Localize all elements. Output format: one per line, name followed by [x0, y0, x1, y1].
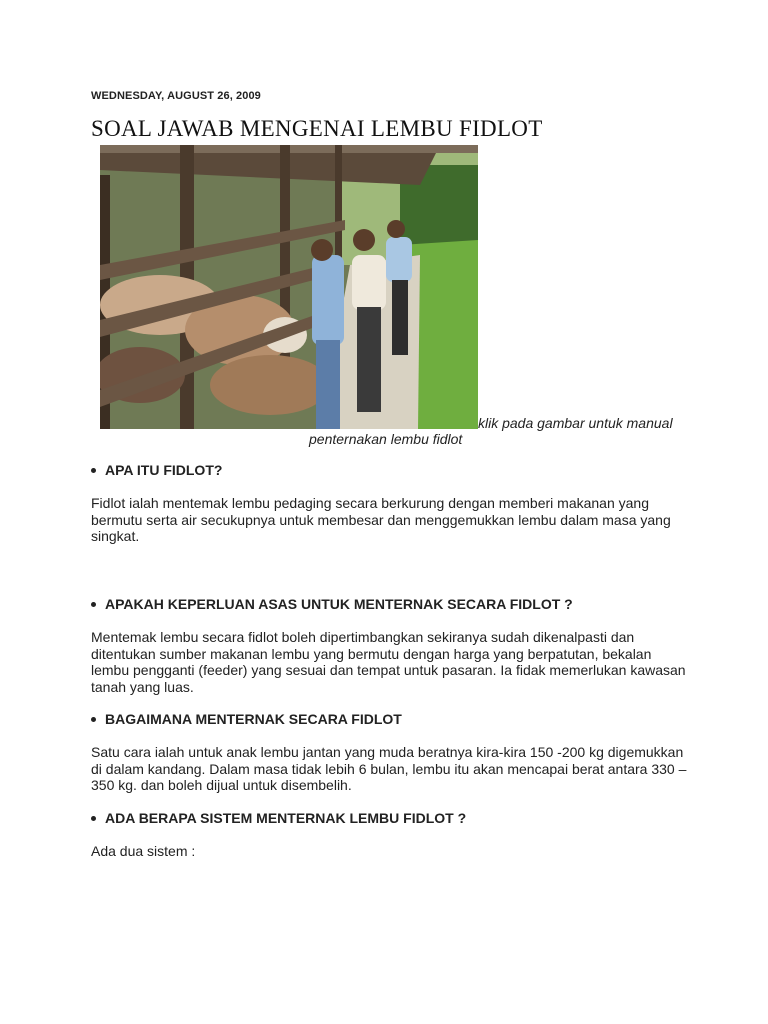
answer-paragraph: Fidlot ialah mentemak lembu pedaging secara berkurung dengan memberi makanan yang bermutu serta air secukupnya untuk membesar dan menggemukkan lembu dalam masa yang singkat. [91, 495, 671, 544]
question-text: APA ITU FIDLOT? [105, 462, 223, 478]
answer-paragraph: Ada dua sistem : [91, 843, 196, 859]
bullet-icon [91, 602, 96, 607]
question-heading [91, 711, 402, 727]
question-heading [91, 596, 573, 612]
answer-paragraph: Mentemak lembu secara fidlot boleh dipertimbangkan sekiranya sudah dikenalpasti dan ditentukan sumber makanan lembu yang bermutu dengan harga yang berpatutan, bekalan lembu pengganti (feeder) yang sesuai dan tempat untuk pasaran. Ia fidak memerlukan kawasan tanah yang luas. [91, 629, 686, 695]
photo-caption-line-1[interactable]: klik pada gambar untuk manual [478, 415, 673, 431]
question-text: APAKAH KEPERLUAN ASAS UNTUK MENTERNAK SECARA FIDLOT ? [105, 596, 573, 612]
photo-caption-line-2[interactable]: penternakan lembu fidlot [309, 431, 463, 447]
question-heading [91, 810, 466, 826]
bullet-icon [91, 468, 96, 473]
post-title: SOAL JAWAB MENGENAI LEMBU FIDLOT [91, 116, 543, 141]
bullet-icon [91, 717, 96, 722]
question-text: ADA BERAPA SISTEM MENTERNAK LEMBU FIDLOT ? [105, 810, 467, 826]
question-heading [91, 462, 222, 478]
answer-paragraph: Satu cara ialah untuk anak lembu jantan yang muda beratnya kira-kira 150 -200 kg digemukkan di dalam kandang. Dalam masa tidak lebih 6 bulan, lembu itu akan mencapai berat antara 330 – 350 kg. dan boleh dijual untuk disembelih. [91, 744, 687, 793]
bullet-icon [91, 816, 96, 821]
cattle-feedlot-photo[interactable] [100, 145, 478, 429]
post-date: WEDNESDAY, AUGUST 26, 2009 [91, 90, 261, 102]
question-text: BAGAIMANA MENTERNAK SECARA FIDLOT [105, 711, 402, 727]
